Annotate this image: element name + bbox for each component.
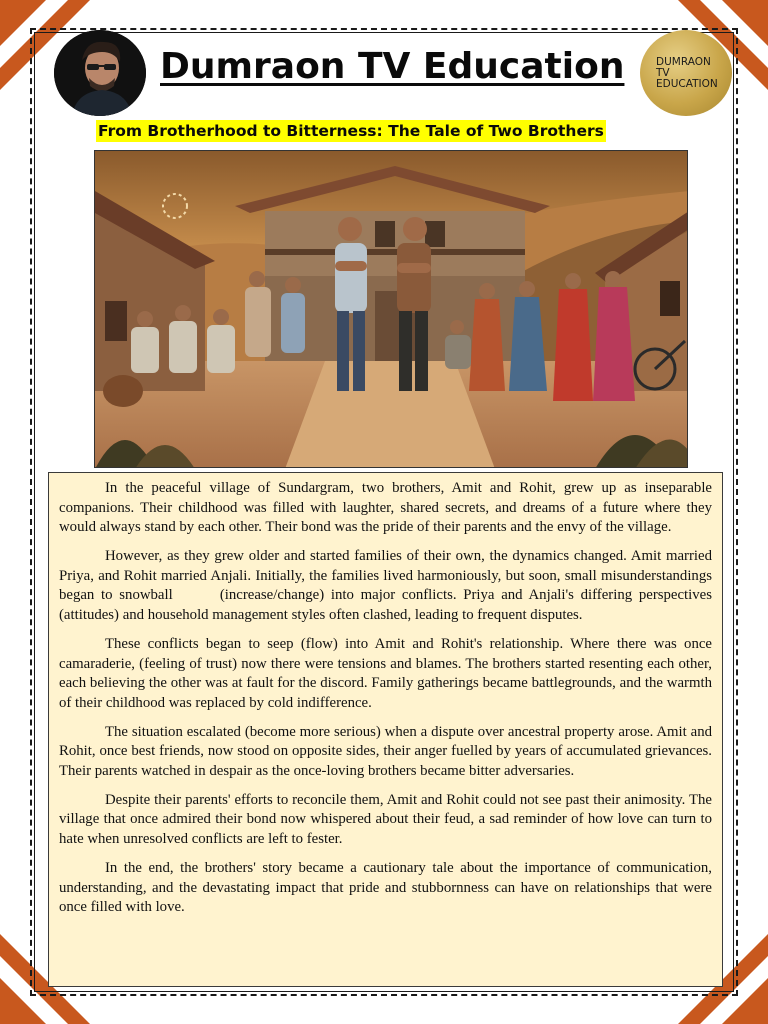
logo-line-2: TV xyxy=(656,66,670,79)
story-paragraph-3: These conflicts began to seep (flow) into Amit and Rohit's relationship. Where there was once camaraderie, (feeling of trust) now there were tensions and blames. The brothers started resenting each other, each believing the other was at fault for the discord. Family gatherings became battlegrounds, and the warmth of their childhood was replaced by cold indifference. xyxy=(59,635,712,711)
logo-line-1: DUMRAON xyxy=(656,55,711,68)
story-paragraph-4: The situation escalated (become more serious) when a dispute over ancestral property arose. Amit and Rohit, once best friends, now stood on opposite sides, their anger fuelled by years of accumulated grievances. Their parents watched in despair as the once-loving brothers became bitter adversaries. xyxy=(59,723,712,779)
story-paragraph-1: In the peaceful village of Sundargram, two brothers, Amit and Rohit, grew up as inseparable companions. Their childhood was filled with laughter, shared secrets, and dreams of a future where they would always stand by each other. Their bond was the pride of their parents and the envy of the village. xyxy=(59,480,712,536)
story-paragraph-6: In the end, the brothers' story became a cautionary tale about the importance of communication, understanding, and the devastating impact that pride and stubbornness can have on relationships that were once filled with love. xyxy=(59,860,712,916)
article-title: From Brotherhood to Bitterness: The Tale of Two Brothers xyxy=(98,122,604,140)
story-illustration xyxy=(94,150,688,468)
story-text-box xyxy=(48,472,723,987)
logo-line-3: EDUCATION xyxy=(656,77,718,90)
story-paragraph-5: Despite their parents' efforts to reconcile them, Amit and Rohit could not see past their animosity. The village that once admired their bond now whispered about their feud, a sad reminder of how love can turn to hate when unresolved conflicts are left to fester. xyxy=(59,791,712,848)
story-paragraph-2: However, as they grew older and started families of their own, the dynamics changed. Amit married Priya, and Rohit married Anjali. Initially, the families lived harmoniously, but soon, small misunderstandings began to snowball (increase/change) into major conflicts. Priya and Anjali's differing perspectives (attitudes) and household management styles often clashed, leading to frequent disputes. xyxy=(59,548,712,623)
channel-logo xyxy=(640,30,732,116)
channel-title: Dumraon TV Education xyxy=(160,46,625,87)
avatar xyxy=(54,30,146,116)
